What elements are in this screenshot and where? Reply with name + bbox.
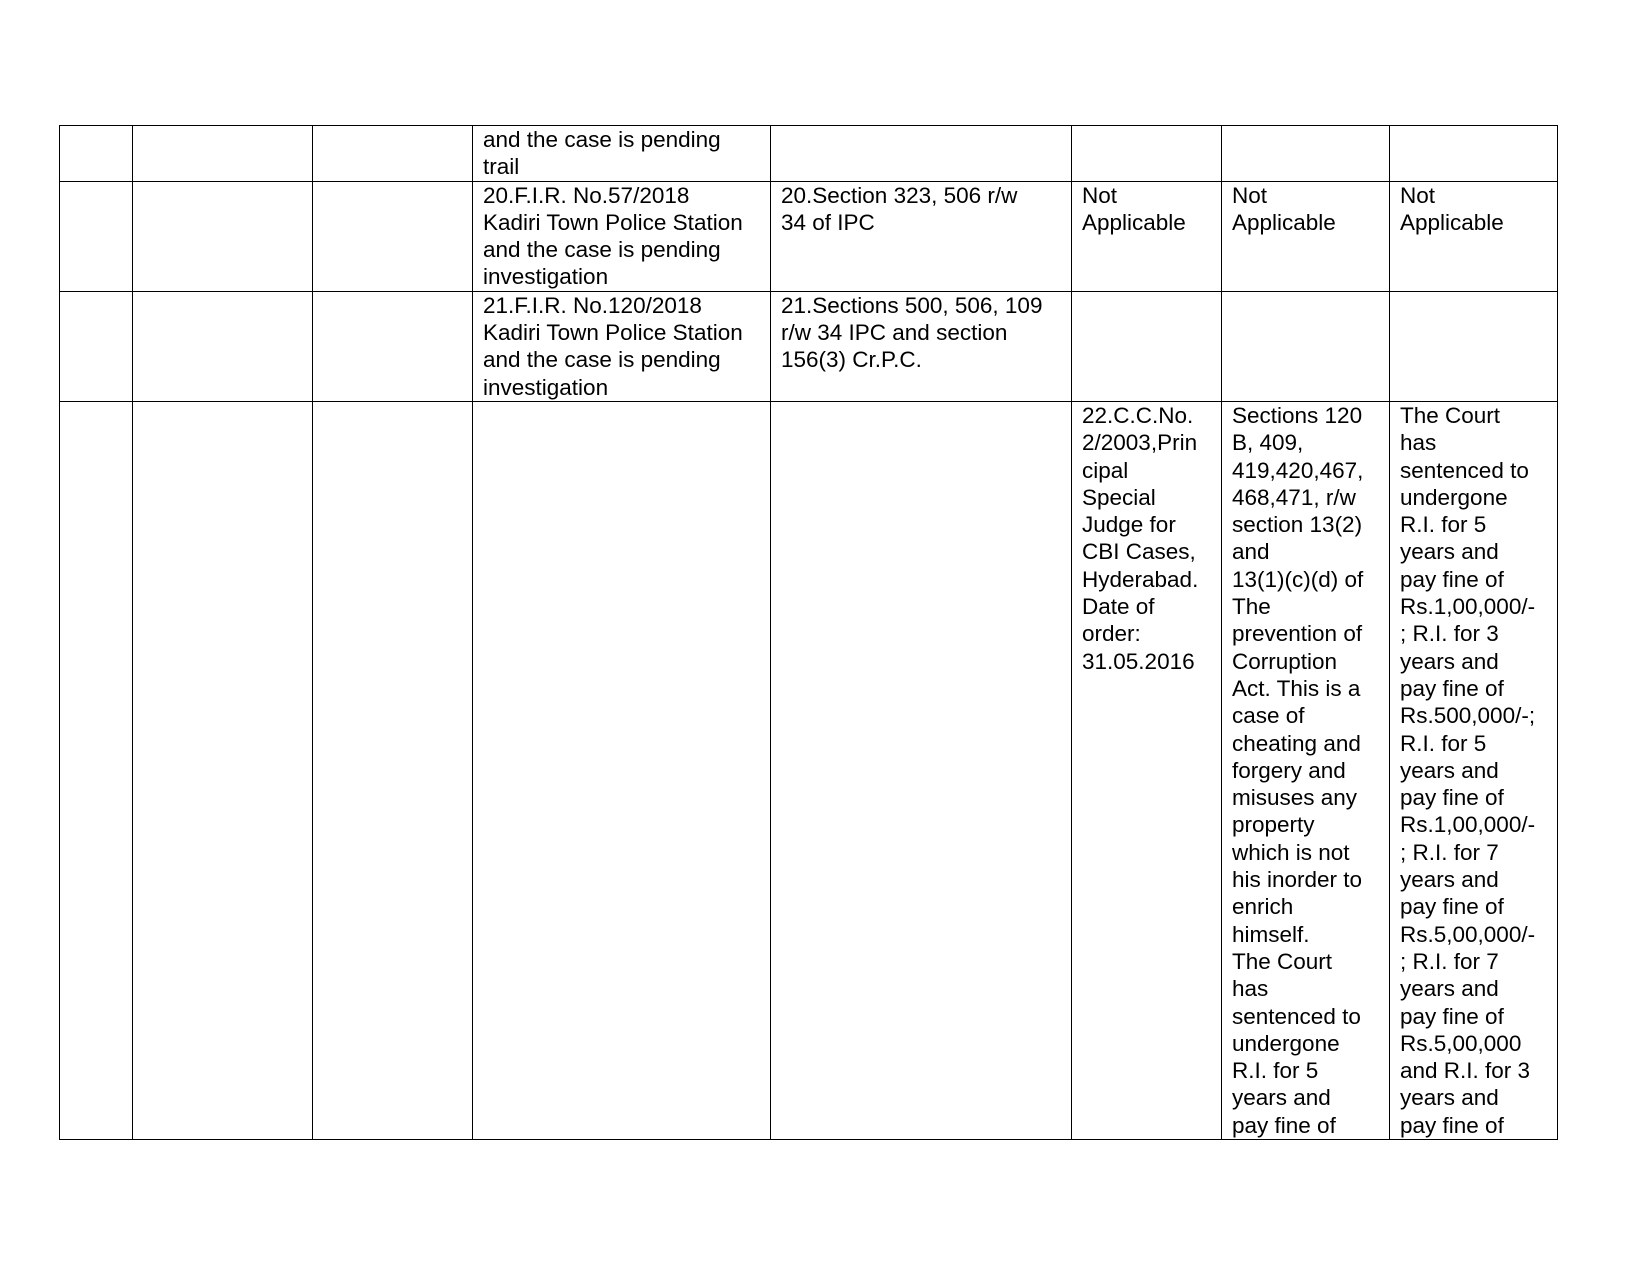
table-row bbox=[60, 181, 1558, 291]
table-cell bbox=[313, 291, 473, 401]
table-cell bbox=[1390, 401, 1558, 1139]
table-cell bbox=[1072, 181, 1222, 291]
table-cell bbox=[473, 126, 771, 182]
table-cell bbox=[1222, 401, 1390, 1139]
table-cell bbox=[473, 181, 771, 291]
table-row bbox=[60, 401, 1558, 1139]
table-cell bbox=[1390, 126, 1558, 182]
case-status-text: and the case is pending trail bbox=[483, 127, 721, 180]
table-cell bbox=[1222, 291, 1390, 401]
table-cell bbox=[1222, 126, 1390, 182]
table-cell bbox=[473, 401, 771, 1139]
table-cell bbox=[133, 181, 313, 291]
sections-text: Sections 120 B, 409, 419,420,467, 468,471, r/w section 13(2) and 13(1)(c)(d) of The prevention of Corruption Act. This is a case of cheating and forgery and misuses any property which is not his inorder to enrich himself. The Court has sentenced to undergone R.I. for 5 years and pay fine of bbox=[1232, 402, 1364, 1138]
table-cell bbox=[771, 126, 1072, 182]
sentence-text: The Court has sentenced to undergone R.I. for 5 years and pay fine of Rs.1,00,000/- ; R.I. for 3 years and pay fine of Rs.500,000/-; R.I. for 5 years and pay fine of Rs.1,00,000/- ; R.I. for 7 years and pay fine of Rs.5,00,000/- ; R.I. for 7 years and pay fine of Rs.5,00,000 and R.I. for 3 years and pay fine of bbox=[1400, 402, 1536, 1138]
not-applicable-text: Not Applicable bbox=[1400, 182, 1504, 235]
table-cell bbox=[133, 126, 313, 182]
table-cell bbox=[1390, 291, 1558, 401]
table-cell bbox=[1390, 181, 1558, 291]
fir-details-text: 20.F.I.R. No.57/2018 Kadiri Town Police Station and the case is pending investigation bbox=[483, 182, 743, 290]
table-cell bbox=[771, 181, 1072, 291]
table-cell bbox=[771, 291, 1072, 401]
table-cell bbox=[1072, 401, 1222, 1139]
table-cell bbox=[133, 291, 313, 401]
table-cell bbox=[313, 401, 473, 1139]
sections-text: 21.Sections 500, 506, 109 r/w 34 IPC and section 156(3) Cr.P.C. bbox=[781, 292, 1043, 373]
sections-text: 20.Section 323, 506 r/w 34 of IPC bbox=[781, 182, 1018, 235]
table-cell bbox=[133, 401, 313, 1139]
table-cell bbox=[771, 401, 1072, 1139]
not-applicable-text: Not Applicable bbox=[1232, 182, 1336, 235]
table-cell bbox=[60, 126, 133, 182]
not-applicable-text: Not Applicable bbox=[1082, 182, 1186, 235]
table-cell bbox=[60, 291, 133, 401]
table-cell bbox=[313, 126, 473, 182]
table-cell bbox=[313, 181, 473, 291]
table-row bbox=[60, 291, 1558, 401]
case-number-text: 22.C.C.No. 2/2003,Prin cipal Special Judge for CBI Cases, Hyderabad. Date of order: 31.05.2016 bbox=[1082, 402, 1199, 674]
table-cell bbox=[60, 181, 133, 291]
table-cell bbox=[60, 401, 133, 1139]
table-cell bbox=[1072, 126, 1222, 182]
table-cell bbox=[473, 291, 771, 401]
table-row bbox=[60, 126, 1558, 182]
case-details-table bbox=[59, 125, 1558, 1140]
table-cell bbox=[1072, 291, 1222, 401]
table-cell bbox=[1222, 181, 1390, 291]
fir-details-text: 21.F.I.R. No.120/2018 Kadiri Town Police Station and the case is pending investigation bbox=[483, 292, 743, 400]
